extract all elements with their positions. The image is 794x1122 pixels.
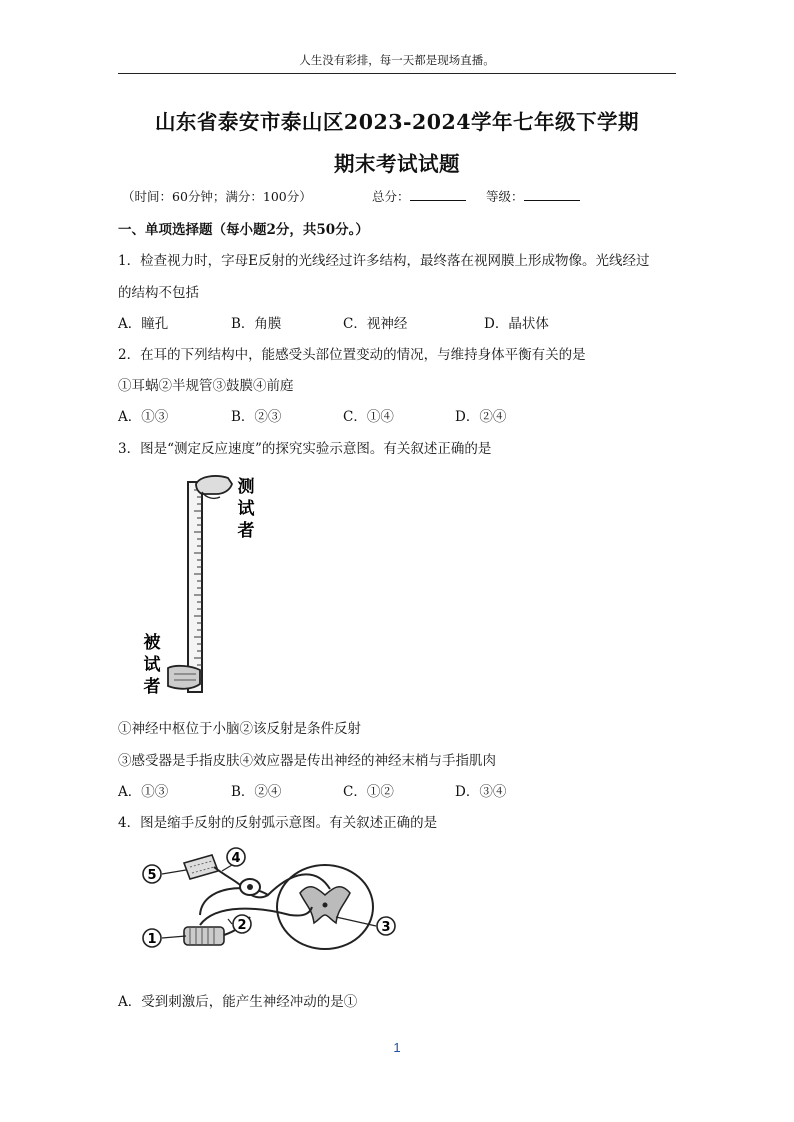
- q3-option-c: C．①②: [343, 784, 394, 800]
- q2-items: ①耳蜗②半规管③鼓膜④前庭: [118, 378, 294, 394]
- q3-option-a: A．①③: [118, 784, 169, 800]
- title-line-1: 山东省泰安市泰山区2023-2024学年七年级下学期: [154, 110, 640, 134]
- tester-label-char-2: 试: [237, 499, 255, 519]
- q2-option-a: A．①③: [118, 409, 169, 425]
- q1-option-a: A．瞳孔: [118, 316, 169, 332]
- label-2: [233, 915, 251, 933]
- q2-stem: 2．在耳的下列结构中，能感受头部位置变动的情况，与维持身体平衡有关的是: [118, 347, 586, 363]
- label-1: [143, 929, 161, 947]
- page-number: 1: [393, 1040, 401, 1055]
- q4-stem: 4．图是缩手反射的反射弧示意图。有关叙述正确的是: [118, 815, 438, 831]
- q1-option-b: B．角膜: [231, 316, 282, 332]
- q4-option-a: A．受到刺激后，能产生神经冲动的是①: [118, 994, 358, 1010]
- header-divider: [118, 73, 676, 74]
- grade-label: 等级：: [486, 189, 524, 204]
- page-header: 人生没有彩排，每一天都是现场直播。: [299, 53, 495, 67]
- q3-option-d: D．③④: [455, 784, 507, 800]
- q3-option-b: B．②④: [231, 784, 282, 800]
- total-score-field: [372, 187, 466, 205]
- subject-label-char-1: 被: [143, 633, 161, 653]
- tester-label-char-3: 者: [237, 521, 255, 541]
- section-1-heading: 一、单项选择题（每小题2分，共50分。）: [118, 222, 369, 238]
- q3-items-line-2: ③感受器是手指皮肤④效应器是传出神经的神经末梢与手指肌肉: [118, 753, 496, 769]
- q3-items-line-1: ①神经中枢位于小脑②该反射是条件反射: [118, 721, 361, 737]
- q2-option-b: B．②③: [231, 409, 282, 425]
- reaction-ruler-figure: [140, 470, 270, 700]
- subject-label-char-2: 试: [143, 655, 161, 675]
- effector-muscle: [184, 927, 224, 945]
- svg-text:1: 1: [147, 932, 157, 947]
- q2-option-c: C．①④: [343, 409, 394, 425]
- q1-option-c: C．视神经: [343, 316, 408, 332]
- reflex-arc-figure: [140, 845, 405, 960]
- svg-text:4: 4: [231, 851, 241, 866]
- ruler: [188, 482, 202, 692]
- q2-option-d: D．②④: [455, 409, 507, 425]
- q1-option-d: D．晶状体: [484, 316, 549, 332]
- grade-field: [486, 187, 580, 205]
- total-score-blank: [410, 187, 466, 201]
- subject-label-char-3: 者: [143, 677, 161, 697]
- tester-hand: [196, 476, 232, 494]
- tester-label-char-1: 测: [237, 477, 255, 497]
- q1-stem-line-2: 的结构不包括: [118, 285, 199, 301]
- title-line-2: 期末考试试题: [334, 152, 460, 176]
- total-score-label: 总分：: [372, 189, 410, 204]
- q3-stem: 3．图是“测定反应速度”的探究实验示意图。有关叙述正确的是: [118, 441, 492, 457]
- q1-stem-line-1: 1．检查视力时，字母E反射的光线经过许多结构，最终落在视网膜上形成物像。光线经过: [118, 253, 650, 269]
- label-3: [377, 917, 395, 935]
- svg-text:3: 3: [381, 920, 391, 935]
- subject-hand: [168, 666, 200, 689]
- grade-blank: [524, 187, 580, 201]
- label-4: [227, 848, 245, 866]
- receptor-skin: [184, 855, 218, 879]
- svg-text:5: 5: [147, 868, 157, 883]
- exam-time-score: （时间：60分钟；满分：100分）: [122, 189, 312, 204]
- label-5: [143, 865, 161, 883]
- svg-text:2: 2: [237, 918, 247, 933]
